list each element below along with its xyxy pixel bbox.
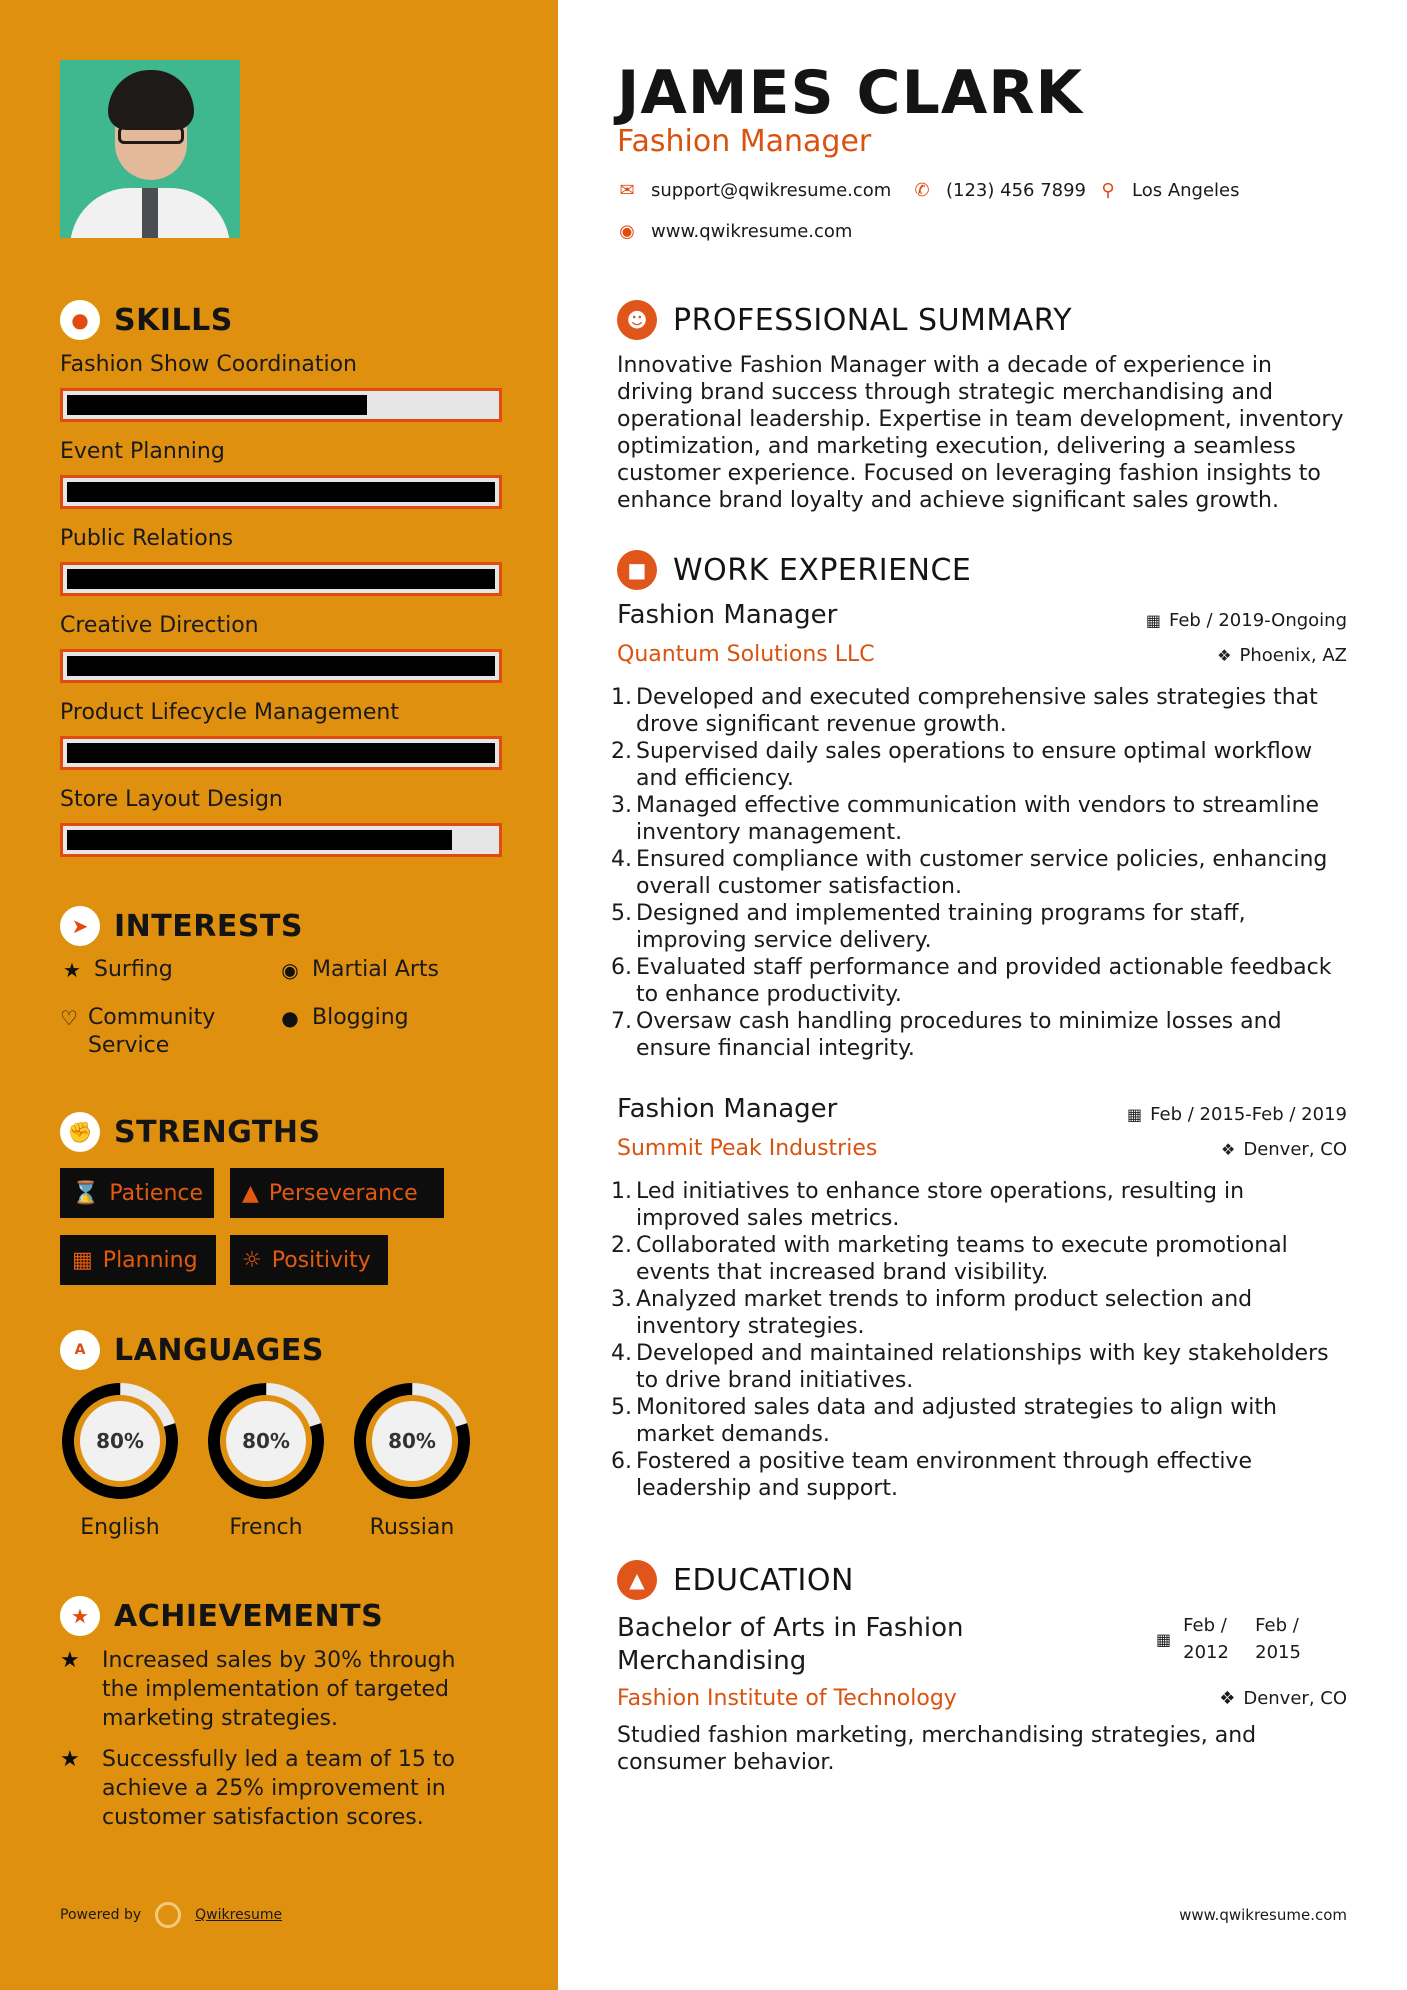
pushpin-icon: ❖ — [1221, 1140, 1236, 1159]
bullet-number: 6. — [611, 955, 632, 980]
bullet-text: Collaborated with marketing teams to execute promotional events that increased brand visibility. — [636, 1233, 1288, 1285]
achievements-heading: ★ ACHIEVEMENTS — [60, 1596, 383, 1636]
bullet-text: Developed and executed comprehensive sales strategies that drove significant revenue growth. — [636, 685, 1318, 737]
language-name: Russian — [369, 1515, 455, 1540]
bullet-number: 4. — [611, 847, 632, 872]
bullet-number: 4. — [611, 1341, 632, 1366]
interest-item: ● Blogging — [278, 1004, 409, 1032]
language-ring — [58, 1379, 182, 1503]
sidebar — [0, 0, 558, 1990]
education-heading: ▲ EDUCATION — [617, 1560, 854, 1600]
strength-badge: ▲ Perseverance — [230, 1168, 444, 1218]
job-bullet — [610, 684, 1355, 738]
bullet-text: Analyzed market trends to inform product selection and inventory strategies. — [636, 1287, 1253, 1339]
skill-item — [60, 700, 502, 770]
skill-bar-fill — [67, 482, 495, 502]
language-percent: 80% — [242, 1429, 290, 1453]
globe-icon: ◉ — [281, 958, 299, 982]
language-name: English — [80, 1515, 160, 1540]
skill-bar — [60, 736, 502, 770]
road-icon: ▲ — [242, 1180, 259, 1206]
bullet-text: Developed and maintained relationships with key stakeholders to drive brand initiatives. — [636, 1341, 1329, 1393]
contact-location: ⚲ Los Angeles — [1098, 180, 1240, 201]
bullet-number: 7. — [611, 1009, 632, 1034]
graduation-icon: ▲ — [617, 1560, 657, 1600]
contact-email[interactable]: ✉ support@qwikresume.com — [617, 180, 891, 201]
strength-badge: ⌛ Patience — [60, 1168, 214, 1218]
pushpin-icon: ❖ — [1217, 646, 1232, 665]
job-bullet — [610, 1286, 1355, 1340]
education-description: Studied fashion marketing, merchandising strategies, and consumer behavior. — [617, 1723, 1257, 1775]
interest-item: ♡ Community Service — [60, 1005, 216, 1058]
bullet-number: 1. — [611, 1179, 632, 1204]
star-badge-icon: ★ — [60, 1596, 100, 1636]
skill-bar-fill — [67, 830, 452, 850]
phone-icon: ✆ — [914, 180, 930, 201]
achievement-item: ★ Increased sales by 30% through the implementation of targeted marketing strategies. — [60, 1648, 456, 1731]
bullet-number: 5. — [611, 901, 632, 926]
strengths-heading: ✊ STRENGTHS — [60, 1112, 321, 1152]
interest-item: ◉ Martial Arts — [278, 956, 439, 984]
experience-heading: ■ WORK EXPERIENCE — [617, 550, 971, 590]
skill-bar-fill — [67, 569, 495, 589]
bullet-text: Evaluated staff performance and provided actionable feedback to enhance productivity. — [636, 955, 1332, 1007]
skill-bar-fill — [67, 656, 495, 676]
bullet-number: 3. — [611, 1287, 632, 1312]
star-icon: ★ — [63, 958, 81, 982]
strength-badge: ☼ Positivity — [230, 1235, 388, 1285]
profile-photo — [60, 60, 240, 238]
skill-name: Public Relations — [60, 526, 234, 551]
powered-by: Powered by Qwikresume — [60, 1902, 282, 1928]
job-location: ❖ Phoenix, AZ — [1217, 645, 1347, 666]
shooting-star-icon: ★ — [60, 1648, 80, 1673]
skill-bar — [60, 823, 502, 857]
users-icon: ● — [281, 1006, 299, 1030]
job-company: Summit Peak Industries — [617, 1136, 878, 1161]
bullet-number: 1. — [611, 685, 632, 710]
job-bullet — [610, 738, 1355, 792]
bullet-text: Monitored sales data and adjusted strategies to align with market demands. — [636, 1395, 1277, 1447]
calendar-icon: ▦ — [1127, 1105, 1143, 1124]
job-bullet — [610, 846, 1355, 900]
skill-bar — [60, 649, 502, 683]
job-bullet — [610, 1232, 1355, 1286]
bullet-text: Managed effective communication with vendors to streamline inventory management. — [636, 793, 1320, 845]
skill-name: Product Lifecycle Management — [60, 700, 399, 725]
skill-bar — [60, 562, 502, 596]
education-degree: Bachelor of Arts in Fashion Merchandising — [617, 1613, 964, 1676]
job-bullet — [610, 900, 1355, 954]
bullet-text: Designed and implemented training programs for staff, improving service delivery. — [636, 901, 1246, 953]
bullet-text: Led initiatives to enhance store operations, resulting in improved sales metrics. — [636, 1179, 1245, 1231]
skill-item — [60, 787, 502, 857]
skill-bar-fill — [67, 395, 367, 415]
job-bullet — [610, 954, 1355, 1008]
skill-bar — [60, 475, 502, 509]
bullet-text: Ensured compliance with customer service policies, enhancing overall customer satisfaction. — [636, 847, 1328, 899]
job-title: Fashion Manager — [617, 1094, 838, 1124]
fist-icon: ✊ — [60, 1112, 100, 1152]
calendar-icon: ▦ — [72, 1247, 93, 1273]
hourglass-icon: ⌛ — [72, 1180, 100, 1206]
job-bullets — [610, 684, 1355, 1062]
skill-bar-fill — [67, 743, 495, 763]
interest-item: ★ Surfing — [60, 956, 173, 984]
skill-item — [60, 526, 502, 596]
education-dates: ▦ Feb / 2012 Feb / 2015 — [1156, 1612, 1315, 1666]
job-bullet — [610, 792, 1355, 846]
summary-text: Innovative Fashion Manager with a decade of experience in driving brand success through strategic merchandising and operational leadership. Expertise in team development, inventory optimization, and marketing execution, delivering a seamless customer experience. Focused on leveraging fashion insights to enhance brand loyalty and achieve significant sales growth. — [617, 353, 1344, 513]
skill-item — [60, 352, 502, 422]
chair-icon: ■ — [617, 550, 657, 590]
language-percent: 80% — [96, 1429, 144, 1453]
envelope-icon: ✉ — [619, 180, 635, 201]
candidate-role: Fashion Manager — [617, 124, 872, 159]
job-location: ❖ Denver, CO — [1221, 1139, 1347, 1160]
skill-name: Fashion Show Coordination — [60, 352, 357, 377]
skill-bar — [60, 388, 502, 422]
languages-heading: A LANGUAGES — [60, 1330, 324, 1370]
education-location: ❖ Denver, CO — [1219, 1688, 1347, 1709]
calendar-icon: ▦ — [1145, 611, 1161, 630]
lightbulb-icon: ● — [60, 300, 100, 340]
heart-icon: ♡ — [60, 1006, 78, 1030]
contact-phone: ✆ (123) 456 7899 — [912, 180, 1086, 201]
job-bullet — [610, 1448, 1355, 1502]
job-bullet — [610, 1008, 1355, 1062]
qwikresume-logo — [155, 1902, 181, 1928]
bullet-number: 2. — [611, 739, 632, 764]
bullet-number: 5. — [611, 1395, 632, 1420]
skills-heading: ● SKILLS — [60, 300, 233, 340]
language-percent: 80% — [388, 1429, 436, 1453]
skill-name: Creative Direction — [60, 613, 259, 638]
summary-heading: ☻ PROFESSIONAL SUMMARY — [617, 300, 1072, 340]
interests-heading: ➤ INTERESTS — [60, 906, 303, 946]
bullet-text: Fostered a positive team environment through effective leadership and support. — [636, 1449, 1252, 1501]
bullet-number: 6. — [611, 1449, 632, 1474]
powered-by-link[interactable]: Qwikresume — [195, 1907, 283, 1923]
skill-name: Store Layout Design — [60, 787, 283, 812]
bullet-number: 2. — [611, 1233, 632, 1258]
paper-plane-icon: ➤ — [60, 906, 100, 946]
bullet-text: Oversaw cash handling procedures to minimize losses and ensure financial integrity. — [636, 1009, 1282, 1061]
bullet-text: Supervised daily sales operations to ensure optimal workflow and efficiency. — [636, 739, 1313, 791]
job-bullet — [610, 1394, 1355, 1448]
footer-url[interactable]: www.qwikresume.com — [1179, 1906, 1347, 1924]
skill-item — [60, 439, 502, 509]
language-ring — [350, 1379, 474, 1503]
achievement-item: ★ Successfully led a team of 15 to achieve a 25% improvement in customer satisfaction scores. — [60, 1747, 455, 1830]
skill-name: Event Planning — [60, 439, 225, 464]
job-dates: ▦ Feb / 2015-Feb / 2019 — [1127, 1104, 1347, 1125]
job-bullets — [610, 1178, 1355, 1502]
strength-badge: ▦ Planning — [60, 1235, 216, 1285]
language-ring — [204, 1379, 328, 1503]
job-company: Quantum Solutions LLC — [617, 642, 875, 667]
job-bullet — [610, 1178, 1355, 1232]
education-school: Fashion Institute of Technology — [617, 1686, 957, 1711]
calendar-icon: ▦ — [1156, 1630, 1172, 1649]
bullet-number: 3. — [611, 793, 632, 818]
map-pin-icon: ⚲ — [1101, 180, 1115, 201]
user-icon: ☻ — [617, 300, 657, 340]
contact-website[interactable]: ◉ www.qwikresume.com — [617, 221, 852, 242]
globe-icon: ◉ — [619, 221, 635, 242]
language-name: French — [229, 1515, 303, 1540]
language-icon: A — [60, 1330, 100, 1370]
candidate-name: JAMES CLARK — [617, 58, 1083, 128]
job-bullet — [610, 1340, 1355, 1394]
job-dates: ▦ Feb / 2019-Ongoing — [1145, 610, 1347, 631]
pushpin-icon: ❖ — [1219, 1688, 1236, 1709]
sun-icon: ☼ — [242, 1247, 262, 1273]
job-title: Fashion Manager — [617, 600, 838, 630]
skill-item — [60, 613, 502, 683]
shooting-star-icon: ★ — [60, 1747, 80, 1772]
